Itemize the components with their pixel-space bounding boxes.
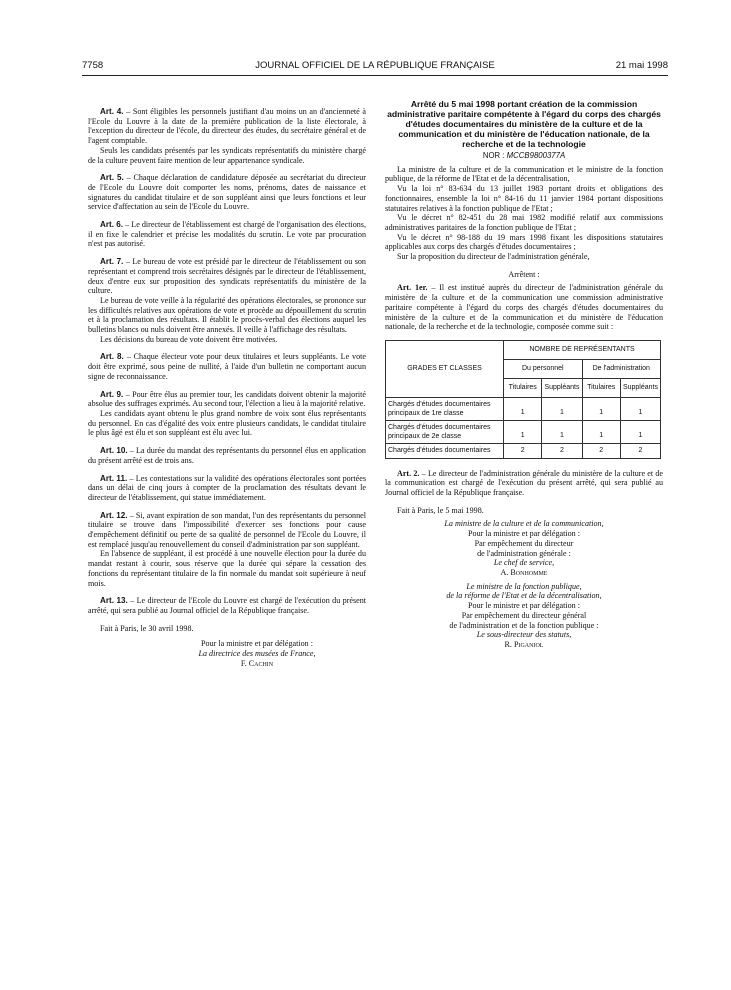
nor-reference [385,151,663,161]
signature-name: R. Piganiol [504,639,544,649]
article-text: – Pour être élus au premier tour, les candidats doivent obtenir la majorité absolue des suffrages exprimés. Au second tour, l'élection a lieu à la majorité relative. [88,389,366,409]
representatives-table [385,340,661,459]
signature-line: La directrice des musées de France, [198,649,316,659]
table-cell: 1 [542,420,582,443]
article-text: – Le directeur de l'administration générale du ministère de la culture et de la communication est chargé de l'exécution du présent arrêté, qui sera publié au Journal officiel de la République française. [385,468,663,498]
signature-name: A. Bonhomme [500,567,548,577]
article-paragraph [88,220,366,249]
signature-line: Pour la ministre et par délégation : [468,529,580,539]
table-row [386,397,661,420]
article-paragraph [88,511,366,550]
table-cell: 1 [504,397,542,420]
journal-title: JOURNAL OFFICIEL DE LA RÉPUBLIQUE FRANÇAISE [255,60,495,71]
table-cell-grade: Chargés d'études documentaires principaux de 2e classe [386,420,504,443]
article-text: Les candidats ayant obtenu le plus grand nombre de voix sont élus représentants du personnel. En cas d'égalité des voix entre plusieurs candidats, le candidat titulaire le plus âgé est élu et son suppléant est élu avec lui. [88,408,366,438]
table-header-suppleants: Suppléants [620,378,660,397]
article-block [88,220,366,249]
article-label: Art. 1er. [397,283,428,293]
page-header [82,60,668,74]
signature-name: F. Cachin [240,658,274,668]
table-cell: 2 [620,443,660,458]
table-header-admin: De l'administration [582,359,661,378]
table-cell: 1 [582,420,620,443]
article-paragraph [88,409,366,438]
article-label: Art. 7. [100,257,124,267]
article-paragraph [88,173,366,212]
signature-line: La ministre de la culture et de la communication, [444,519,604,529]
table-row [386,443,661,458]
preamble [385,165,663,262]
article-label: Art. 5. [100,173,124,183]
table-cell: 2 [542,443,582,458]
table-row [386,420,661,443]
preamble-paragraph: Vu le décret n° 82-451 du 28 mai 1982 modifié relatif aux commissions administratives paritaires de la fonction publique de l'Etat ; [385,213,663,232]
article-text: En l'absence de suppléant, il est procédé à une nouvelle élection pour la durée du mandat restant à courir, sous réserve que la durée qui sépare la cessation des fonctions du représentant titulaire de la fin normale du mandat soit supérieure à neuf mois. [88,549,366,588]
signature-line: de la réforme de l'Etat et de la décentralisation, [446,591,602,601]
article-block [88,107,366,165]
article-block [88,446,366,465]
signature-line: Par empêchement du directeur [474,538,574,548]
article-label: Art. 9. [100,389,124,399]
article-paragraph [88,107,366,146]
article-text: – Le directeur de l'établissement est chargé de l'organisation des élections, il en fixe le calendrier et précise les modalités du scrutin. Le vote par procuration n'est pas autorisé. [88,220,366,249]
left-articles [88,107,366,616]
article-block [88,596,366,615]
signature-line: Le ministre de la fonction publique, [466,581,582,591]
article-label: Art. 11. [100,473,128,483]
article-block [88,257,366,344]
table-cell: 1 [620,420,660,443]
article-label: Art. 13. [100,596,128,606]
article-text: Seuls les candidats présentés par les syndicats représentatifs du ministère chargé de la culture peuvent faire mention de leur appartenance syndicale. [88,145,366,165]
article-paragraph [88,446,366,465]
article-block [88,352,366,381]
article-text: Les décisions du bureau de vote doivent être motivées. [100,334,278,344]
article-text: – Chaque électeur vote pour deux titulaires et leurs suppléants. Le vote doit être exprimé, sous peine de nullité, à l'aide d'un bulletin ne comportant aucun signe de reconnaissance. [88,352,366,381]
article-block [88,474,366,503]
article-text: – Les contestations sur la validité des opérations électorales sont portées dans un délai de cinq jours à compter de la proclamation des résultats devant le directeur de l'établissement, qui statue immédiatement. [88,473,367,502]
article-label: Art. 4. [100,107,124,116]
article-text: – Le directeur de l'Ecole du Louvre est chargé de l'exécution du présent arrêté, qui sera publié au Journal officiel de la République française. [88,596,366,615]
right-column [385,99,663,650]
table-cell: 2 [582,443,620,458]
article-paragraph [88,257,366,296]
article-block [88,390,366,439]
table-header-titulaires: Titulaires [504,378,542,397]
article-paragraph [88,352,366,381]
article-paragraph [88,549,366,588]
done-at-right: Fait à Paris, le 5 mai 1998. [397,505,484,515]
table-cell-grade: Chargés d'études documentaires [386,443,504,458]
table-cell: 1 [582,397,620,420]
arrete-title: Arrêté du 5 mai 1998 portant création de la commission administrative paritaire compétente à l'égard du corps des chargés d'études documentaires du ministère de la culture et de la communication et du ministère de l'éducation nationale, de la recherche et de la technologie [387,99,661,149]
table-header-titulaires: Titulaires [582,378,620,397]
article-label: Art. 2. [397,468,420,478]
table-header-group: NOMBRE DE REPRÉSENTANTS [504,340,661,359]
article-2 [385,469,663,498]
article-paragraph [88,146,366,165]
table-cell: 1 [542,397,582,420]
preamble-paragraph: Sur la proposition du directeur de l'administration générale, [397,252,590,262]
article-text: – Le bureau de vote est présidé par le directeur de l'établissement ou son représentant et comprend trois secrétaires désignés par le directeur de l'établissement, deux d'entre eux sur proposition des syndicats représentatifs du ministère de la culture. [88,257,366,296]
signature-line: Par empêchement du directeur général [461,610,587,620]
article-block [88,511,366,589]
nor-label: NOR : [482,151,505,160]
article-text: Le bureau de vote veille à la régularité des opérations électorales, se prononce sur les difficultés relatives aux opérations de vote et procède au dépouillement du scrutin et à la proclamation des résultats. Il établit le procès-verbal des élections auquel les bulletins blancs ou nuls doivent être annexés. Il veille à l'affichage des résultats. [88,295,366,335]
article-paragraph [88,474,366,503]
nor-code: MCCB9800377A [506,151,566,160]
signature-left [88,639,366,668]
issue-date: 21 mai 1998 [615,60,668,71]
table-header-personnel: Du personnel [504,359,582,378]
signature-line: de l'administration générale : [477,548,571,558]
signature-line: Le sous-directeur des statuts, [476,630,572,640]
article-text: – Il est institué auprès du directeur de l'administration générale du ministère de la culture et de la communication une commission administrative paritaire compétente à l'égard du corps des chargés d'études documentaires du ministère de la culture et de la communication et du ministère de l'éducation nationale, de la recherche et de la technologie, composée comme suit : [385,283,663,332]
article-1 [385,283,663,332]
left-column [88,99,366,668]
article-paragraph [88,335,366,345]
article-block [88,173,366,212]
article-label: Art. 6. [100,220,124,230]
article-paragraph [88,596,366,615]
signature-line: Le chef de service, [493,558,555,568]
table-cell: 1 [620,397,660,420]
table-cell-grade: Chargés d'études documentaires principaux de 1re classe [386,397,504,420]
header-rule [82,75,668,76]
page-number: 7758 [82,60,104,71]
article-text: – Chaque déclaration de candidature déposée au secrétariat du directeur de l'Ecole du Louvre doit comporter les noms, prénoms, dates de naissance et signatures du candidat titulaire et de son suppléant ainsi que leurs fonctions et leur service d'affectation au sein de l'Ecole du Louvre. [88,173,366,212]
article-paragraph [88,390,366,409]
article-label: Art. 10. [100,446,128,456]
table-header-suppleants: Suppléants [542,378,582,397]
preamble-paragraph: Vu le décret n° 98-188 du 19 mars 1998 fixant les dispositions statutaires applicables aux corps des chargés d'études documentaires ; [385,232,663,252]
preamble-paragraph: Vu la loi n° 83-634 du 13 juillet 1983 portant droits et obligations des fonctionnaires, ensemble la loi n° 84-16 du 11 janvier 1984 portant dispositions statutaires relatives à la fonction publique de l'Etat ; [385,184,663,213]
article-text: – La durée du mandat des représentants du personnel élus en application du présent arrêté est de trois ans. [88,446,366,465]
article-text: – Sont éligibles les personnels justifiant d'au moins un an d'ancienneté à l'Ecole du Louvre à la date de la première publication de la liste électorale, à l'exception du directeur de l'école, du directeur des études, du secrétaire général et de l'agent comptable. [88,107,366,146]
signature-line: Pour le ministre et par délégation : [468,601,580,611]
arretent-label: Arrêtent : [508,269,540,279]
table-header-grades: GRADES ET CLASSES [386,340,504,397]
article-label: Art. 12. [100,510,128,520]
table-cell: 1 [504,420,542,443]
signature-fonction-publique [385,582,663,650]
signature-line: Pour la ministre et par délégation : [201,639,313,649]
article-paragraph [88,296,366,335]
signature-culture [385,519,663,577]
done-at-left: Fait à Paris, le 30 avril 1998. [100,623,194,633]
table-cell: 2 [504,443,542,458]
article-label: Art. 8. [100,352,124,362]
signature-line: de l'administration et de la fonction publique : [449,620,599,630]
preamble-paragraph: La ministre de la culture et de la communication et le ministre de la fonction publique, de la réforme de l'Etat et de la décentralisation, [385,164,663,184]
article-text: – Si, avant expiration de son mandat, l'un des représentants du personnel titulaire se trouve dans l'impossibilité d'exercer ses fonctions pour cause d'empêchement définitif ou perte de sa qualité de personnel de l'Ecole du Louvre, il est remplacé jusqu'au renouvellement du conseil d'administration par son suppléant. [88,510,366,549]
